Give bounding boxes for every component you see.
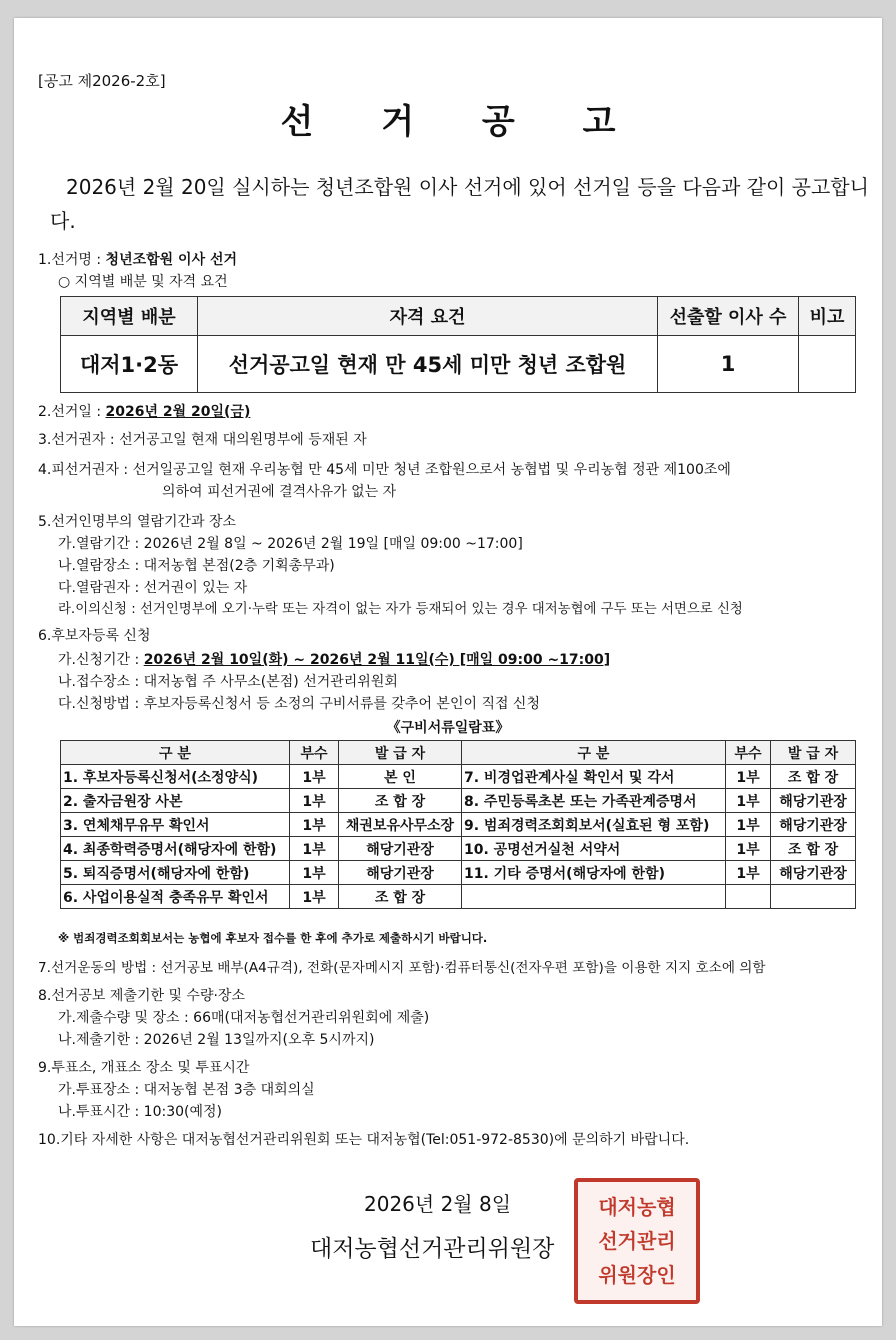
seal-text: 대저농협선거관리위원장인 bbox=[598, 1195, 676, 1287]
doc-issuer: 본 인 bbox=[339, 765, 462, 789]
seats-cell: 1 bbox=[658, 336, 799, 393]
notice-number: [공고 제2026-2호] bbox=[38, 72, 166, 90]
item9-title: 9.투표소, 개표소 장소 및 투표시간 bbox=[38, 1060, 250, 1076]
col-header: 발 급 자 bbox=[771, 741, 856, 765]
doc-copies: 1부 bbox=[726, 861, 771, 885]
remarks-header: 비고 bbox=[799, 297, 856, 336]
table-row bbox=[61, 837, 856, 861]
item8-line: 나.제출기한 : 2026년 2월 13일까지(오후 5시까지) bbox=[58, 1032, 375, 1048]
item5-line: 나.열람장소 : 대저농협 본점(2층 기획총무과) bbox=[58, 558, 335, 574]
table-row bbox=[61, 885, 856, 909]
item2 bbox=[38, 402, 250, 422]
item8-line: 가.제출수량 및 장소 : 66매(대저농협선거관리위원회에 제출) bbox=[58, 1010, 430, 1026]
doc-name: 4. 최종학력증명서(해당자에 한함) bbox=[61, 837, 290, 861]
item6-period-label: 가.신청기간 : bbox=[58, 652, 144, 668]
doc-copies: 1부 bbox=[290, 837, 339, 861]
col-header: 구 분 bbox=[61, 741, 290, 765]
item4-line1: 4.피선거권자 : 선거일공고일 현재 우리농협 만 45세 미만 청년 조합원으로서 농협법 및 우리농협 정관 제100조에 bbox=[38, 462, 731, 478]
doc-name: 10. 공명선거실천 서약서 bbox=[462, 837, 726, 861]
doc-name: 9. 범죄경력조회회보서(실효된 형 포함) bbox=[462, 813, 726, 837]
page-title: 선 거 공 고 bbox=[280, 102, 644, 142]
table-row bbox=[61, 861, 856, 885]
col-header: 발 급 자 bbox=[339, 741, 462, 765]
item1 bbox=[38, 250, 237, 270]
docs-title: 《구비서류일람표》 bbox=[386, 720, 510, 736]
notice-page bbox=[14, 18, 882, 1326]
qualification-header: 자격 요건 bbox=[198, 297, 658, 336]
doc-copies: 1부 bbox=[726, 789, 771, 813]
item3: 3.선거권자 : 선거공고일 현재 대의원명부에 등재된 자 bbox=[38, 432, 367, 448]
district-header: 지역별 배분 bbox=[61, 297, 198, 336]
doc-name: 5. 퇴직증명서(해당자에 한함) bbox=[61, 861, 290, 885]
item5-line: 가.열람기간 : 2026년 2월 8일 ~ 2026년 2월 19일 [매일 09:00 ~17:00] bbox=[58, 536, 523, 552]
doc-issuer: 해당기관장 bbox=[771, 789, 856, 813]
doc-copies: 1부 bbox=[726, 765, 771, 789]
remarks-cell bbox=[799, 336, 856, 393]
doc-issuer: 조 합 장 bbox=[771, 837, 856, 861]
doc-copies: 1부 bbox=[290, 813, 339, 837]
doc-copies bbox=[726, 885, 771, 909]
doc-issuer: 조 합 장 bbox=[771, 765, 856, 789]
item8-title: 8.선거공보 제출기한 및 수량·장소 bbox=[38, 988, 245, 1004]
item10: 10.기타 자세한 사항은 대저농협선거관리위원회 또는 대저농협(Tel:051-972-8530)에 문의하기 바랍니다. bbox=[38, 1132, 690, 1148]
election-date: 2026년 2월 20일(금) bbox=[105, 404, 251, 420]
item6-line: 나.접수장소 : 대저농협 주 사무소(본점) 선거관리위원회 bbox=[58, 674, 398, 690]
item1-label: 1.선거명 : bbox=[38, 252, 106, 268]
item4-line2: 의하여 피선거권에 결격사유가 없는 자 bbox=[162, 484, 397, 500]
doc-issuer: 해당기관장 bbox=[339, 861, 462, 885]
table-row bbox=[61, 789, 856, 813]
col-header: 부수 bbox=[726, 741, 771, 765]
doc-copies: 1부 bbox=[290, 789, 339, 813]
doc-name: 11. 기타 증명서(해당자에 한함) bbox=[462, 861, 726, 885]
item1-sub: ○ 지역별 배분 및 자격 요건 bbox=[58, 274, 228, 290]
doc-name: 1. 후보자등록신청서(소정양식) bbox=[61, 765, 290, 789]
item6-period-value: 2026년 2월 10일(화) ~ 2026년 2월 11일(수) [매일 09:00 ~17:00] bbox=[143, 652, 611, 668]
seats-header: 선출할 이사 수 bbox=[658, 297, 799, 336]
col-header: 부수 bbox=[290, 741, 339, 765]
item5-line: 라.이의신청 : 선거인명부에 오기·누락 또는 자격이 없는 자가 등재되어 있는 경우 대저농협에 구두 또는 서면으로 신청 bbox=[58, 602, 743, 617]
doc-name: 2. 출자금원장 사본 bbox=[61, 789, 290, 813]
item9-line: 가.투표장소 : 대저농협 본점 3층 대회의실 bbox=[58, 1082, 315, 1098]
intro-paragraph: 2026년 2월 20일 실시하는 청년조합원 이사 선거에 있어 선거일 등을 다음과 같이 공고합니다. bbox=[50, 175, 869, 233]
doc-issuer: 조 합 장 bbox=[339, 885, 462, 909]
doc-issuer: 해당기관장 bbox=[771, 813, 856, 837]
item6-title: 6.후보자등록 신청 bbox=[38, 628, 151, 644]
item6-period bbox=[58, 650, 610, 670]
election-name: 청년조합원 이사 선거 bbox=[105, 252, 238, 268]
signer-name: 대저농협선거관리위원장 bbox=[310, 1236, 555, 1262]
table-row bbox=[61, 765, 856, 789]
doc-issuer: 조 합 장 bbox=[339, 789, 462, 813]
doc-copies: 1부 bbox=[726, 837, 771, 861]
doc-name bbox=[462, 885, 726, 909]
doc-name: 3. 연체채무유무 확인서 bbox=[61, 813, 290, 837]
doc-name: 6. 사업이용실적 충족유무 확인서 bbox=[61, 885, 290, 909]
doc-name: 7. 비경업관계사실 확인서 및 각서 bbox=[462, 765, 726, 789]
doc-copies: 1부 bbox=[726, 813, 771, 837]
item5-title: 5.선거인명부의 열람기간과 장소 bbox=[38, 514, 237, 530]
table-row bbox=[61, 813, 856, 837]
col-header: 구 분 bbox=[462, 741, 726, 765]
item7: 7.선거운동의 방법 : 선거공보 배부(A4규격), 전화(문자메시지 포함)·컴퓨터통신(전자우편 포함)을 이용한 지지 호소에 의함 bbox=[38, 960, 766, 976]
doc-issuer: 해당기관장 bbox=[339, 837, 462, 861]
docs-note: ※ 범죄경력조회회보서는 농협에 후보자 접수를 한 후에 추가로 제출하시기 바랍니다. bbox=[58, 931, 488, 945]
official-seal bbox=[574, 1178, 700, 1304]
doc-issuer: 해당기관장 bbox=[771, 861, 856, 885]
item5-line: 다.열람권자 : 선거권이 있는 자 bbox=[58, 580, 248, 596]
documents-table bbox=[60, 740, 856, 909]
qualification-cell: 선거공고일 현재 만 45세 미만 청년 조합원 bbox=[198, 336, 658, 393]
doc-copies: 1부 bbox=[290, 861, 339, 885]
doc-name: 8. 주민등록초본 또는 가족관계증명서 bbox=[462, 789, 726, 813]
notice-date: 2026년 2월 8일 bbox=[364, 1192, 512, 1216]
doc-issuer bbox=[771, 885, 856, 909]
doc-issuer: 채권보유사무소장 bbox=[339, 813, 462, 837]
item6-line: 다.신청방법 : 후보자등록신청서 등 소정의 구비서류를 갖추어 본인이 직접 신청 bbox=[58, 696, 540, 712]
item9-line: 나.투표시간 : 10:30(예정) bbox=[58, 1104, 223, 1120]
district-table bbox=[60, 296, 856, 393]
district-cell: 대저1·2동 bbox=[61, 336, 198, 393]
doc-copies: 1부 bbox=[290, 885, 339, 909]
table-header-row bbox=[61, 741, 856, 765]
doc-copies: 1부 bbox=[290, 765, 339, 789]
item2-label: 2.선거일 : bbox=[38, 404, 106, 420]
